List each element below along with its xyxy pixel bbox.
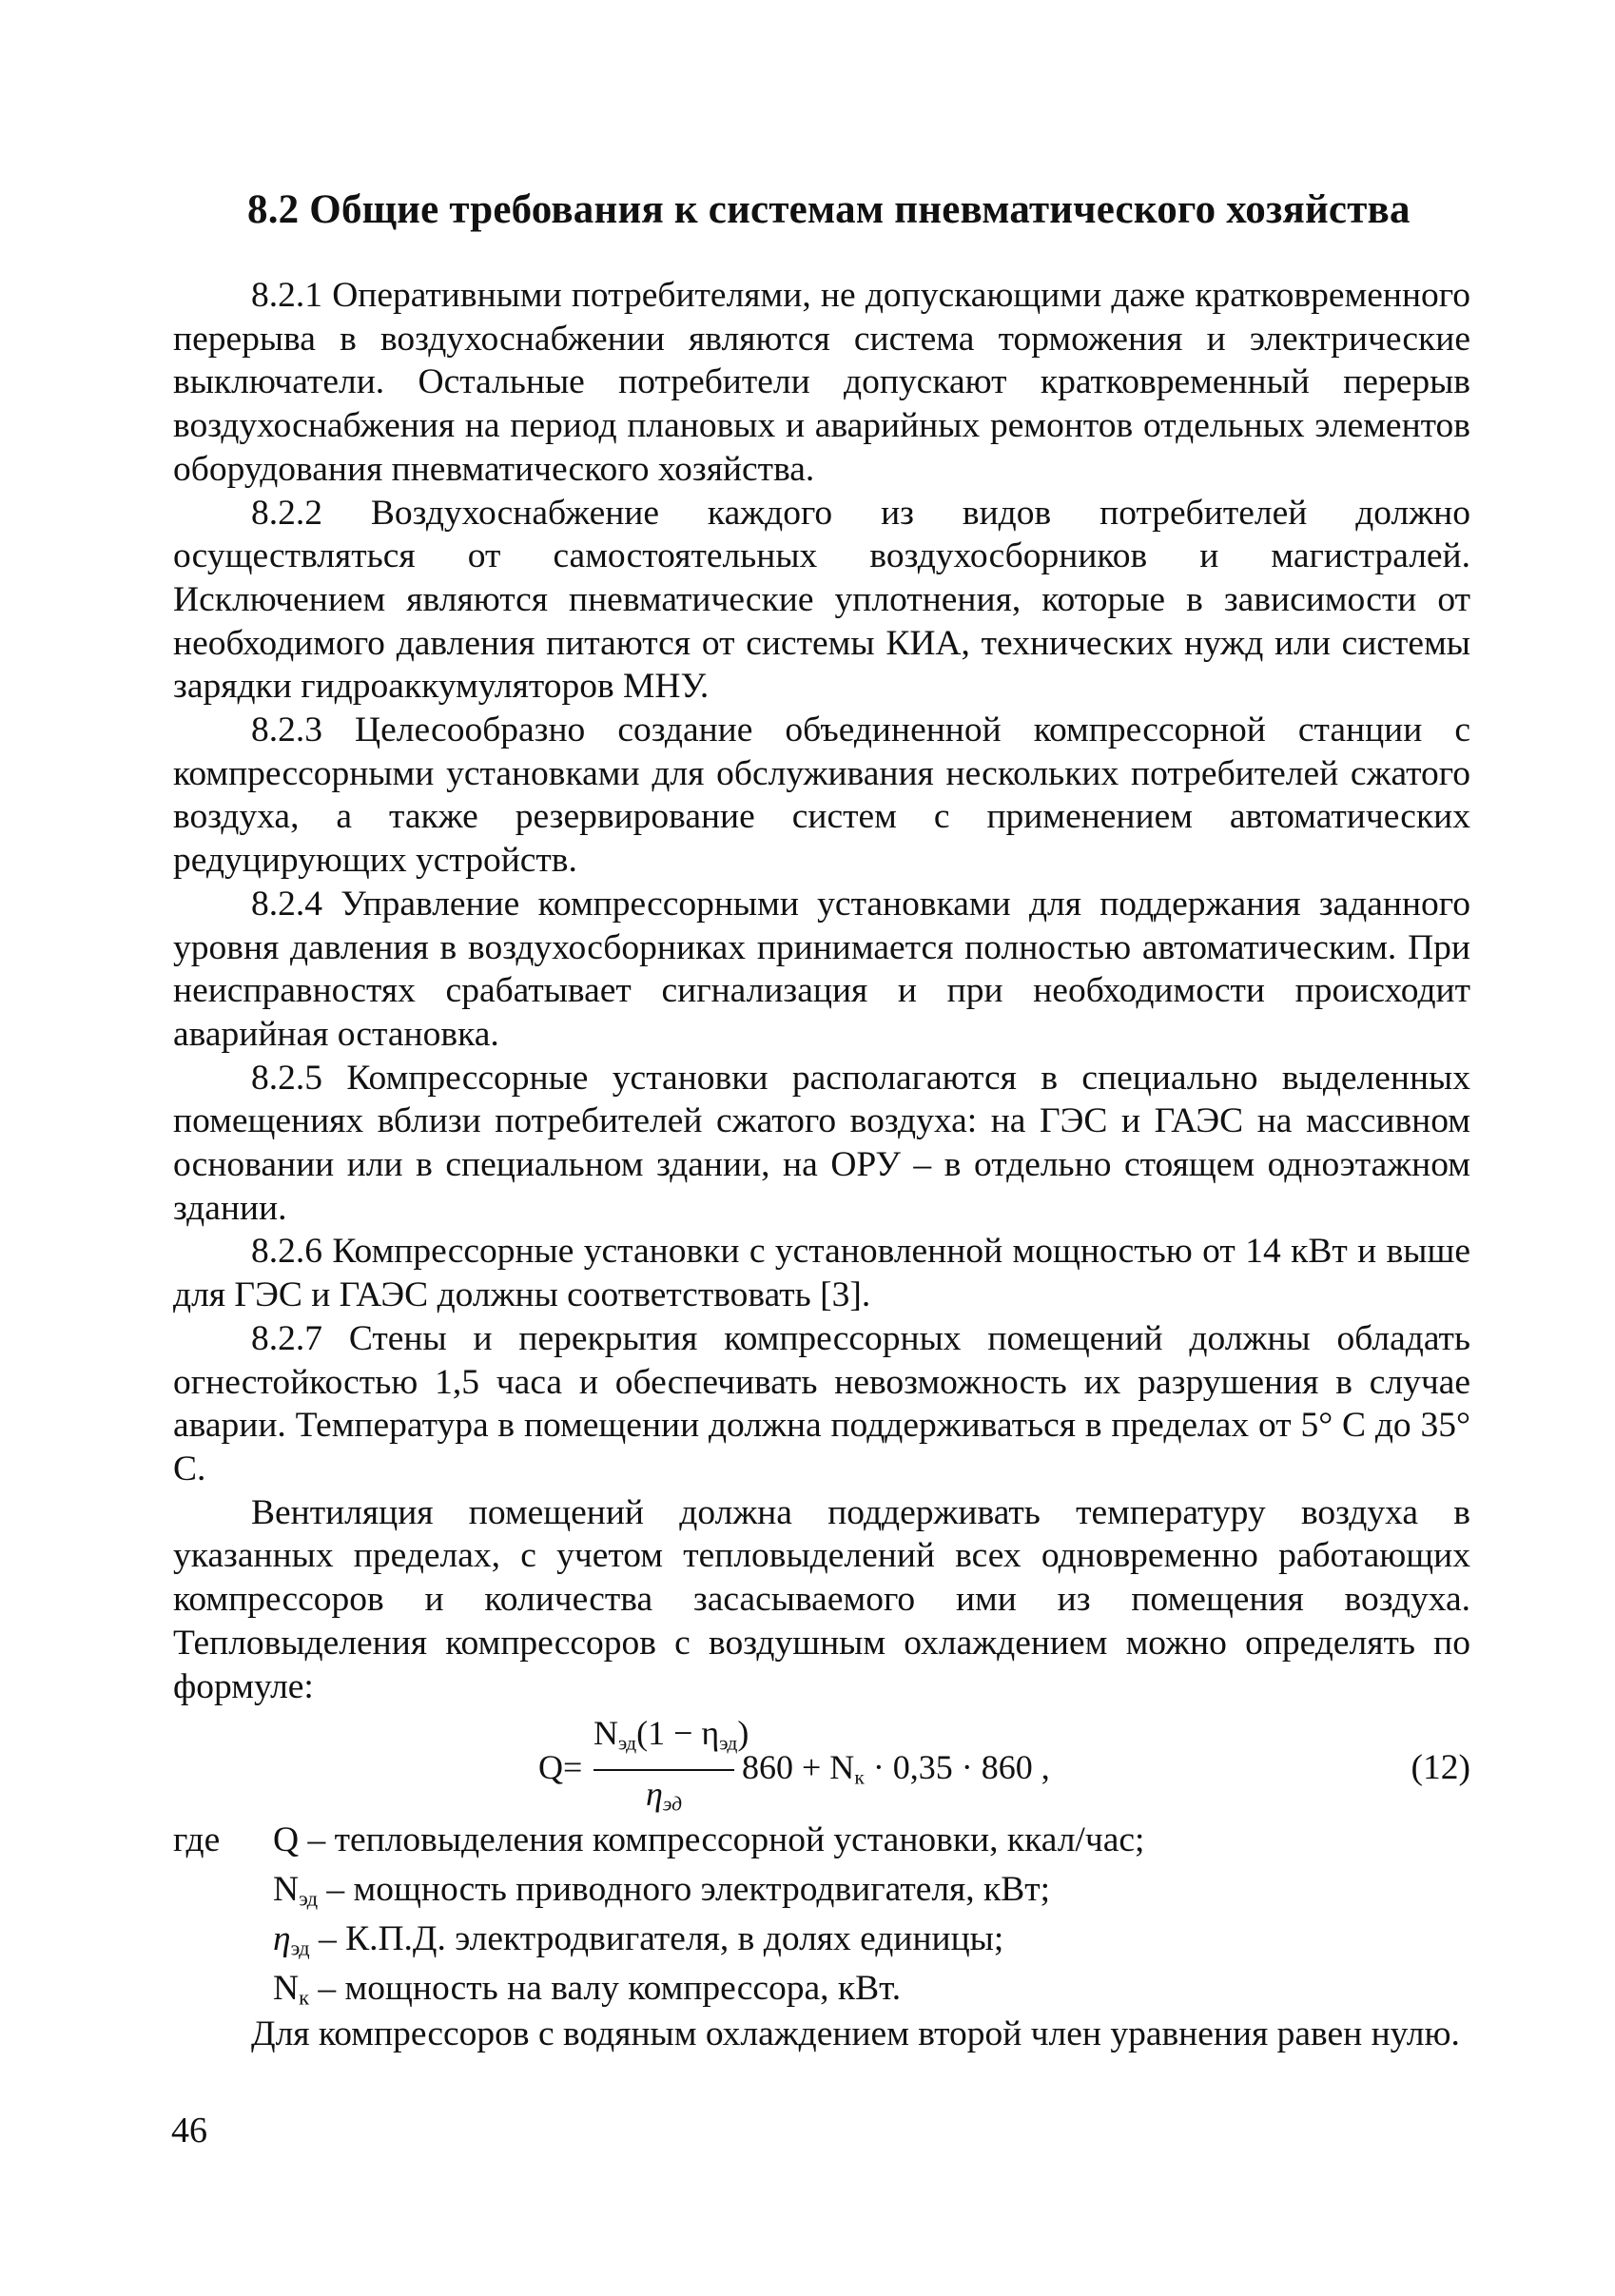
where-item-ned: $N_{эд}$ – мощность приводного электродвигателя, кВт; [273,1870,1051,1911]
paragraph-8-2-3: 8.2.3 Целесообразно создание объединенной компрессорной станции с компрессорными установками для обслуживания нескольких потребителей сжатого воздуха, а также резервирование систем с применением автоматических редуцирующих устройств. [173,710,1470,881]
where-item-eta: $\eta_{эд} - К.П.Д$. электродвигателя, в долях единицы; [273,1919,1004,1960]
paragraph-ventilation: Вентиляция помещений должна поддерживать температуру воздуха в указанных пределах, с учетом тепловыделений всех одновременно работающих компрессоров и количества засасываемого ими из помещения воздуха. Тепловыделения компрессоров с воздушным охлаждением можно определять по формуле: [173,1492,1470,1706]
formula-number: (12) [1411,1748,1470,1788]
formula-fraction [593,1712,749,1826]
formula-numerator: $N_{эд}(1 - \eta_{эд})$ [593,1712,734,1771]
formula-denominator: $\eta_{эд}$ [645,1775,683,1816]
formula-rest: $860 + N_к \cdot 0,35 \cdot 860$ , [742,1748,1050,1789]
formula-lhs: Q= [538,1748,583,1787]
paragraph-8-2-4: 8.2.4 Управление компрессорными установками для поддержания заданного уровня давления в воздухосборниках принимается полностью автоматическим. При неисправностях срабатывает сигнализация и при необходимости происходит аварийная остановка. [173,884,1470,1054]
paragraph-8-2-1: 8.2.1 Оперативными потребителями, не допускающими даже кратковременного перерыва в воздухоснабжении являются система торможения и электрические выключатели. Остальные потребители допускают кратковременный перерыв воздухоснабжения на период плановых и аварийных ремонтов отдельных элементов оборудования пневматического хозяйства. [173,276,1470,489]
formula-12 [173,1712,1470,1815]
paragraph-8-2-6: 8.2.6 Компрессорные установки с установленной мощностью от 14 кВт и выше для ГЭС и ГАЭС должны соответствовать [3]. [173,1232,1470,1315]
page-number: 46 [171,2111,207,2150]
paragraph-8-2-5: 8.2.5 Компрессорные установки располагаются в специально выделенных помещениях вблизи потребителей сжатого воздуха: на ГЭС и ГАЭС на массивном основании или в специальном здании, на ОРУ – в отдельно стоящем одноэтажном здании. [173,1058,1470,1228]
paragraph-8-2-2: 8.2.2 Воздухоснабжение каждого из видов потребителей должно осуществляться от самостоятельных воздухосборников и магистралей. Исключением являются пневматические уплотнения, которые в зависимости от необходимого давления питаются от системы КИА, технических нужд или системы зарядки гидроаккумуляторов МНУ. [173,493,1470,707]
where-item-q: где Q – тепловыделения компрессорной установки, ккал/час; [173,1815,1470,1864]
body-text [173,274,1470,2056]
paragraph-closing: Для компрессоров с водяным охлаждением второй член уравнения равен нулю. [251,2014,1460,2054]
paragraph-8-2-7: 8.2.7 Стены и перекрытия компрессорных помещений должны обладать огнестойкостью 1,5 часа и обеспечивать невозможность их разрушения в случае аварии. Температура в помещении должна поддерживаться в пределах от 5° С до 35° С. [173,1318,1470,1489]
section-heading: 8.2 Общие требования к системам пневматического хозяйства [247,187,1411,232]
where-item-nk: $N_к$ – мощность на валу компрессора, кВт. [273,1969,902,2010]
where-label: где [173,1820,221,1860]
